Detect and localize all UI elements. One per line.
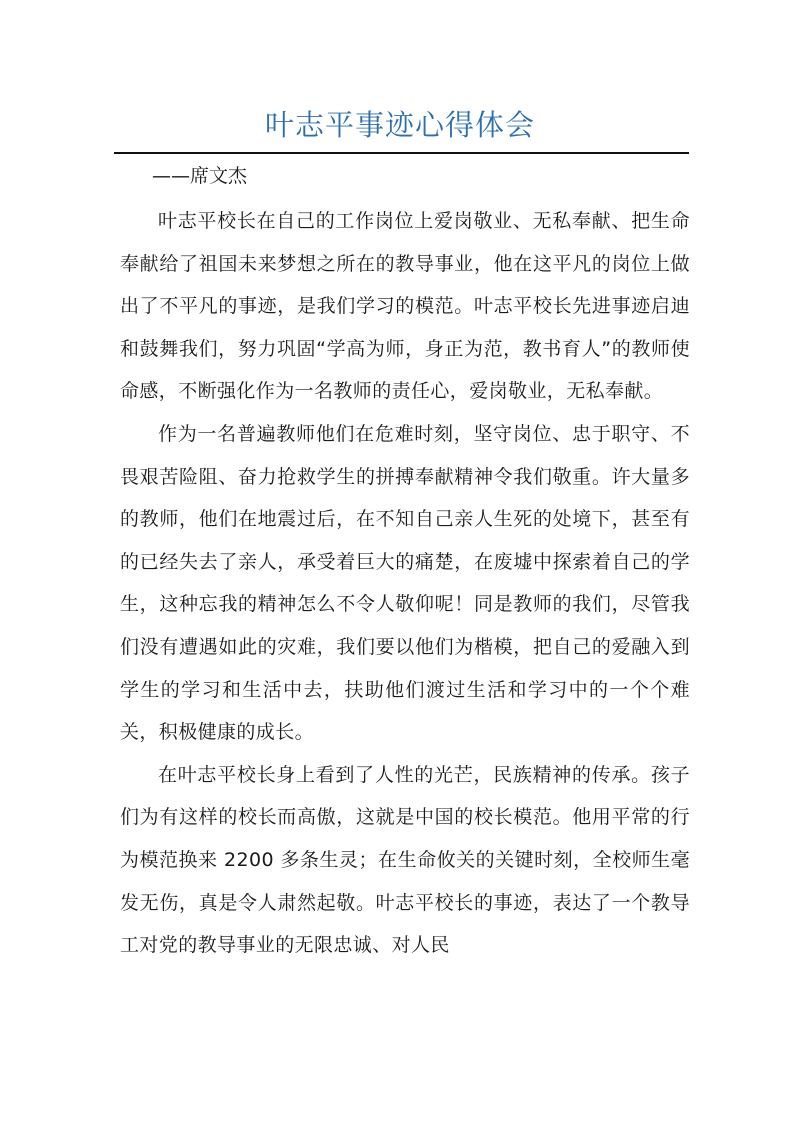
paragraph-2: 作为一名普遍教师他们在危难时刻，坚守岗位、忠于职守、不畏艰苦险阻、奋力抢救学生的拼搏奉献精神令我们敬重。许大量多的教师，他们在地震过后，在不知自己亲人生死的处境下，甚至有的已经失去了亲人，承受着巨大的痛楚，在废墟中探索着自己的学生，这种忘我的精神怎么不令人敬仰呢！同是教师的我们，尽管我们没有遭遇如此的灾难，我们要以他们为楷模，把自己的爱融入到学生的学习和生活中去，扶助他们渡过生活和学习中的一个个难关，积极健康的成长。 [120,422,690,744]
paragraph-3: 在叶志平校长身上看到了人性的光芒，民族精神的传承。孩子们为有这样的校长而高傲，这就是中国的校长模范。他用平常的行为模范换来 2200 多条生灵；在生命攸关的关键时刻，全校师生毫发无伤，真是令人肃然起敬。叶志平校长的事迹，表达了一个教导工对党的教导事业的无限忠诚、对人民 [120,763,690,957]
document-body [120,200,690,967]
document-title: 叶志平事迹心得体会 [264,108,535,142]
paragraph-1: 叶志平校长在自己的工作岗位上爱岗敬业、无私奉献、把生命奉献给了祖国未来梦想之所在的教导事业，他在这平凡的岗位上做出了不平凡的事迹，是我们学习的模范。叶志平校长先进事迹启迪和鼓舞我们，努力巩固“学高为师，身正为范，教书育人”的教师使命感，不断强化作为一名教师的责任心，爱岗敬业，无私奉献。 [120,210,690,403]
title-divider [114,152,689,154]
author-line: ——席文杰 [152,165,248,187]
